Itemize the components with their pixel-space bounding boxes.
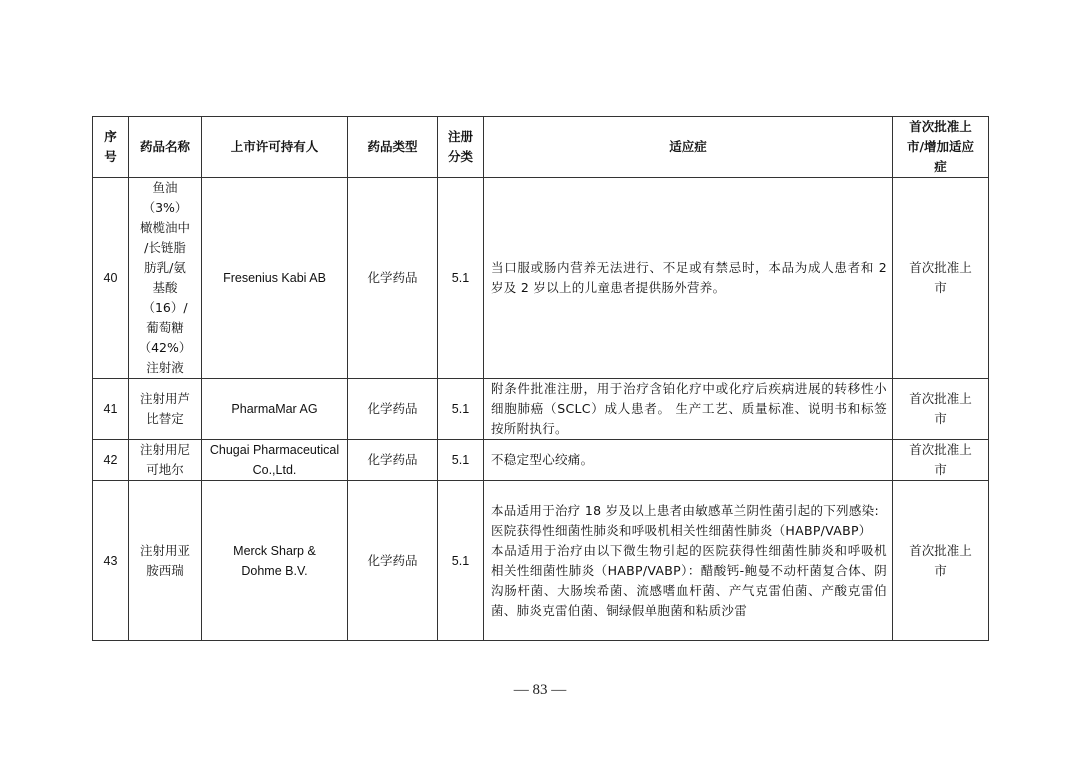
row-drug-name: 注射用尼 可地尔	[129, 440, 202, 481]
row-approval: 首次批准上 市	[893, 440, 989, 481]
table-row	[93, 379, 989, 440]
row-holder: PharmaMar AG	[202, 379, 348, 440]
row-holder: Fresenius Kabi AB	[202, 178, 348, 379]
header-holder: 上市许可持有人	[202, 117, 348, 178]
row-indication: 附条件批准注册，用于治疗含铂化疗中或化疗后疾病进展的转移性小细胞肺癌（SCLC）成人患者。 生产工艺、质量标准、说明书和标签按所附执行。	[484, 379, 893, 440]
row-drug-name: 鱼油 （3%） 橄榄油中 /长链脂 肪乳/氨 基酸 （16）/ 葡萄糖 （42%） 注射液	[129, 178, 202, 379]
row-approval: 首次批准上 市	[893, 379, 989, 440]
header-seq: 序 号	[93, 117, 129, 178]
row-drug-type: 化学药品	[348, 178, 438, 379]
row-seq: 42	[93, 440, 129, 481]
row-drug-name: 注射用芦 比替定	[129, 379, 202, 440]
row-holder: Chugai Pharmaceutical Co.,Ltd.	[202, 440, 348, 481]
table-row	[93, 440, 989, 481]
header-indication: 适应症	[484, 117, 893, 178]
drug-approval-table	[92, 116, 989, 641]
page-number: — 83 —	[513, 682, 567, 698]
row-drug-type: 化学药品	[348, 379, 438, 440]
table-row	[93, 481, 989, 641]
row-indication: 不稳定型心绞痛。	[484, 440, 893, 481]
row-approval: 首次批准上 市	[893, 481, 989, 641]
row-registration-class: 5.1	[438, 440, 484, 481]
row-seq: 40	[93, 178, 129, 379]
row-drug-type: 化学药品	[348, 440, 438, 481]
header-drug-type: 药品类型	[348, 117, 438, 178]
row-registration-class: 5.1	[438, 379, 484, 440]
row-approval: 首次批准上 市	[893, 178, 989, 379]
header-drug-name: 药品名称	[129, 117, 202, 178]
row-seq: 41	[93, 379, 129, 440]
row-seq: 43	[93, 481, 129, 641]
row-registration-class: 5.1	[438, 481, 484, 641]
row-registration-class: 5.1	[438, 178, 484, 379]
table-row	[93, 178, 989, 379]
header-registration-class: 注册 分类	[438, 117, 484, 178]
row-indication: 本品适用于治疗 18 岁及以上患者由敏感革兰阴性菌引起的下列感染: 医院获得性细菌性肺炎和呼吸机相关性细菌性肺炎（HABP/VABP） 本品适用于治疗由以下微生物引起的医院获得性细菌性肺炎和呼吸机相关性细菌性肺炎（HABP/VABP）：醋酸钙-鲍曼不动杆菌复合体、阴沟肠杆菌、大肠埃希菌、流感嗜血杆菌、产气克雷伯菌、产酸克雷伯菌、肺炎克雷伯菌、铜绿假单胞菌和粘质沙雷	[484, 481, 893, 641]
table-header-row	[93, 117, 989, 178]
header-approval: 首次批准上 市/增加适应 症	[893, 117, 989, 178]
row-drug-type: 化学药品	[348, 481, 438, 641]
row-drug-name: 注射用亚 胺西瑞	[129, 481, 202, 641]
row-holder: Merck Sharp & Dohme B.V.	[202, 481, 348, 641]
row-indication: 当口服或肠内营养无法进行、不足或有禁忌时，本品为成人患者和 2 岁及 2 岁以上的儿童患者提供肠外营养。	[484, 178, 893, 379]
